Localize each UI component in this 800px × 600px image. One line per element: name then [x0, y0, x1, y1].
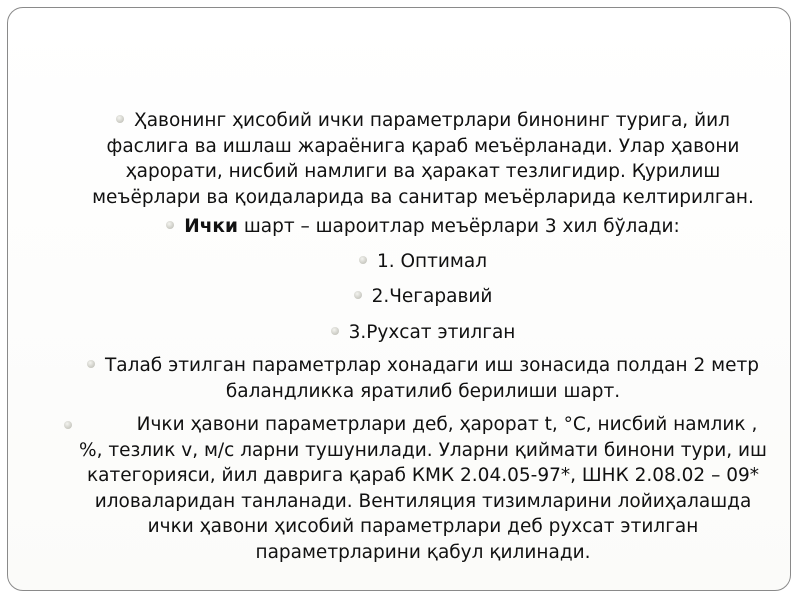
paragraph-6-text: Талаб этилган параметрлар хонадаги иш зонасида полдан 2 метр баландликка яратилиб берилиши шарт. — [105, 355, 759, 402]
paragraph-1 — [78, 108, 768, 210]
paragraph-6 — [78, 353, 768, 404]
list-item-3-text: 3.Рухсат этилган — [348, 321, 516, 343]
slide-frame — [7, 7, 791, 591]
bullet-icon — [64, 421, 72, 429]
bullet-icon — [87, 360, 95, 368]
bullet-icon — [331, 327, 339, 335]
paragraph-7 — [78, 412, 768, 565]
paragraph-2-text: шарт – шароитлар меъёрлари 3 хил бўлади: — [237, 216, 680, 237]
bullet-icon — [166, 221, 174, 229]
paragraph-2-bold: Ички — [184, 216, 238, 237]
bullet-icon — [354, 291, 362, 299]
list-item-1 — [78, 249, 768, 275]
list-item-3 — [78, 320, 768, 346]
list-item-2-text: 2.Чегаравий — [371, 286, 493, 307]
bullet-icon — [116, 115, 124, 123]
paragraph-7-text: Ички ҳавони параметрлари деб, ҳарорат t, °C, нисбий намлик , %, тезлик v, м/с ларни тушунилади. Уларни қиймати бинони тури, иш категорияси, йил даврига қараб КМК 2.04.05-97*, ШНК 2.08.02 – 09* иловаларидан танланади. Вентиляция тизимларини лойиҳалашда ички ҳавони ҳисобий параметрлари деб рухсат этилган параметрларини қабул қилинади. — [79, 414, 767, 563]
list-item-2 — [78, 284, 768, 310]
bullet-icon — [359, 256, 367, 264]
paragraph-2 — [78, 214, 768, 240]
slide-body — [78, 108, 768, 571]
list-item-1-text: 1. Оптимал — [376, 250, 488, 272]
paragraph-1-text: Ҳавонинг ҳисобий ички параметрлари бинонинг турига, йил фаслига ва ишлаш жараёнига қараб меъёрланади. Улар ҳавони ҳарорати, нисбий намлиги ва ҳаракат тезлигидир. Қурилиш меъёрлари ва қоидаларида ва санитар меъёрларида келтирилган. — [92, 110, 754, 208]
